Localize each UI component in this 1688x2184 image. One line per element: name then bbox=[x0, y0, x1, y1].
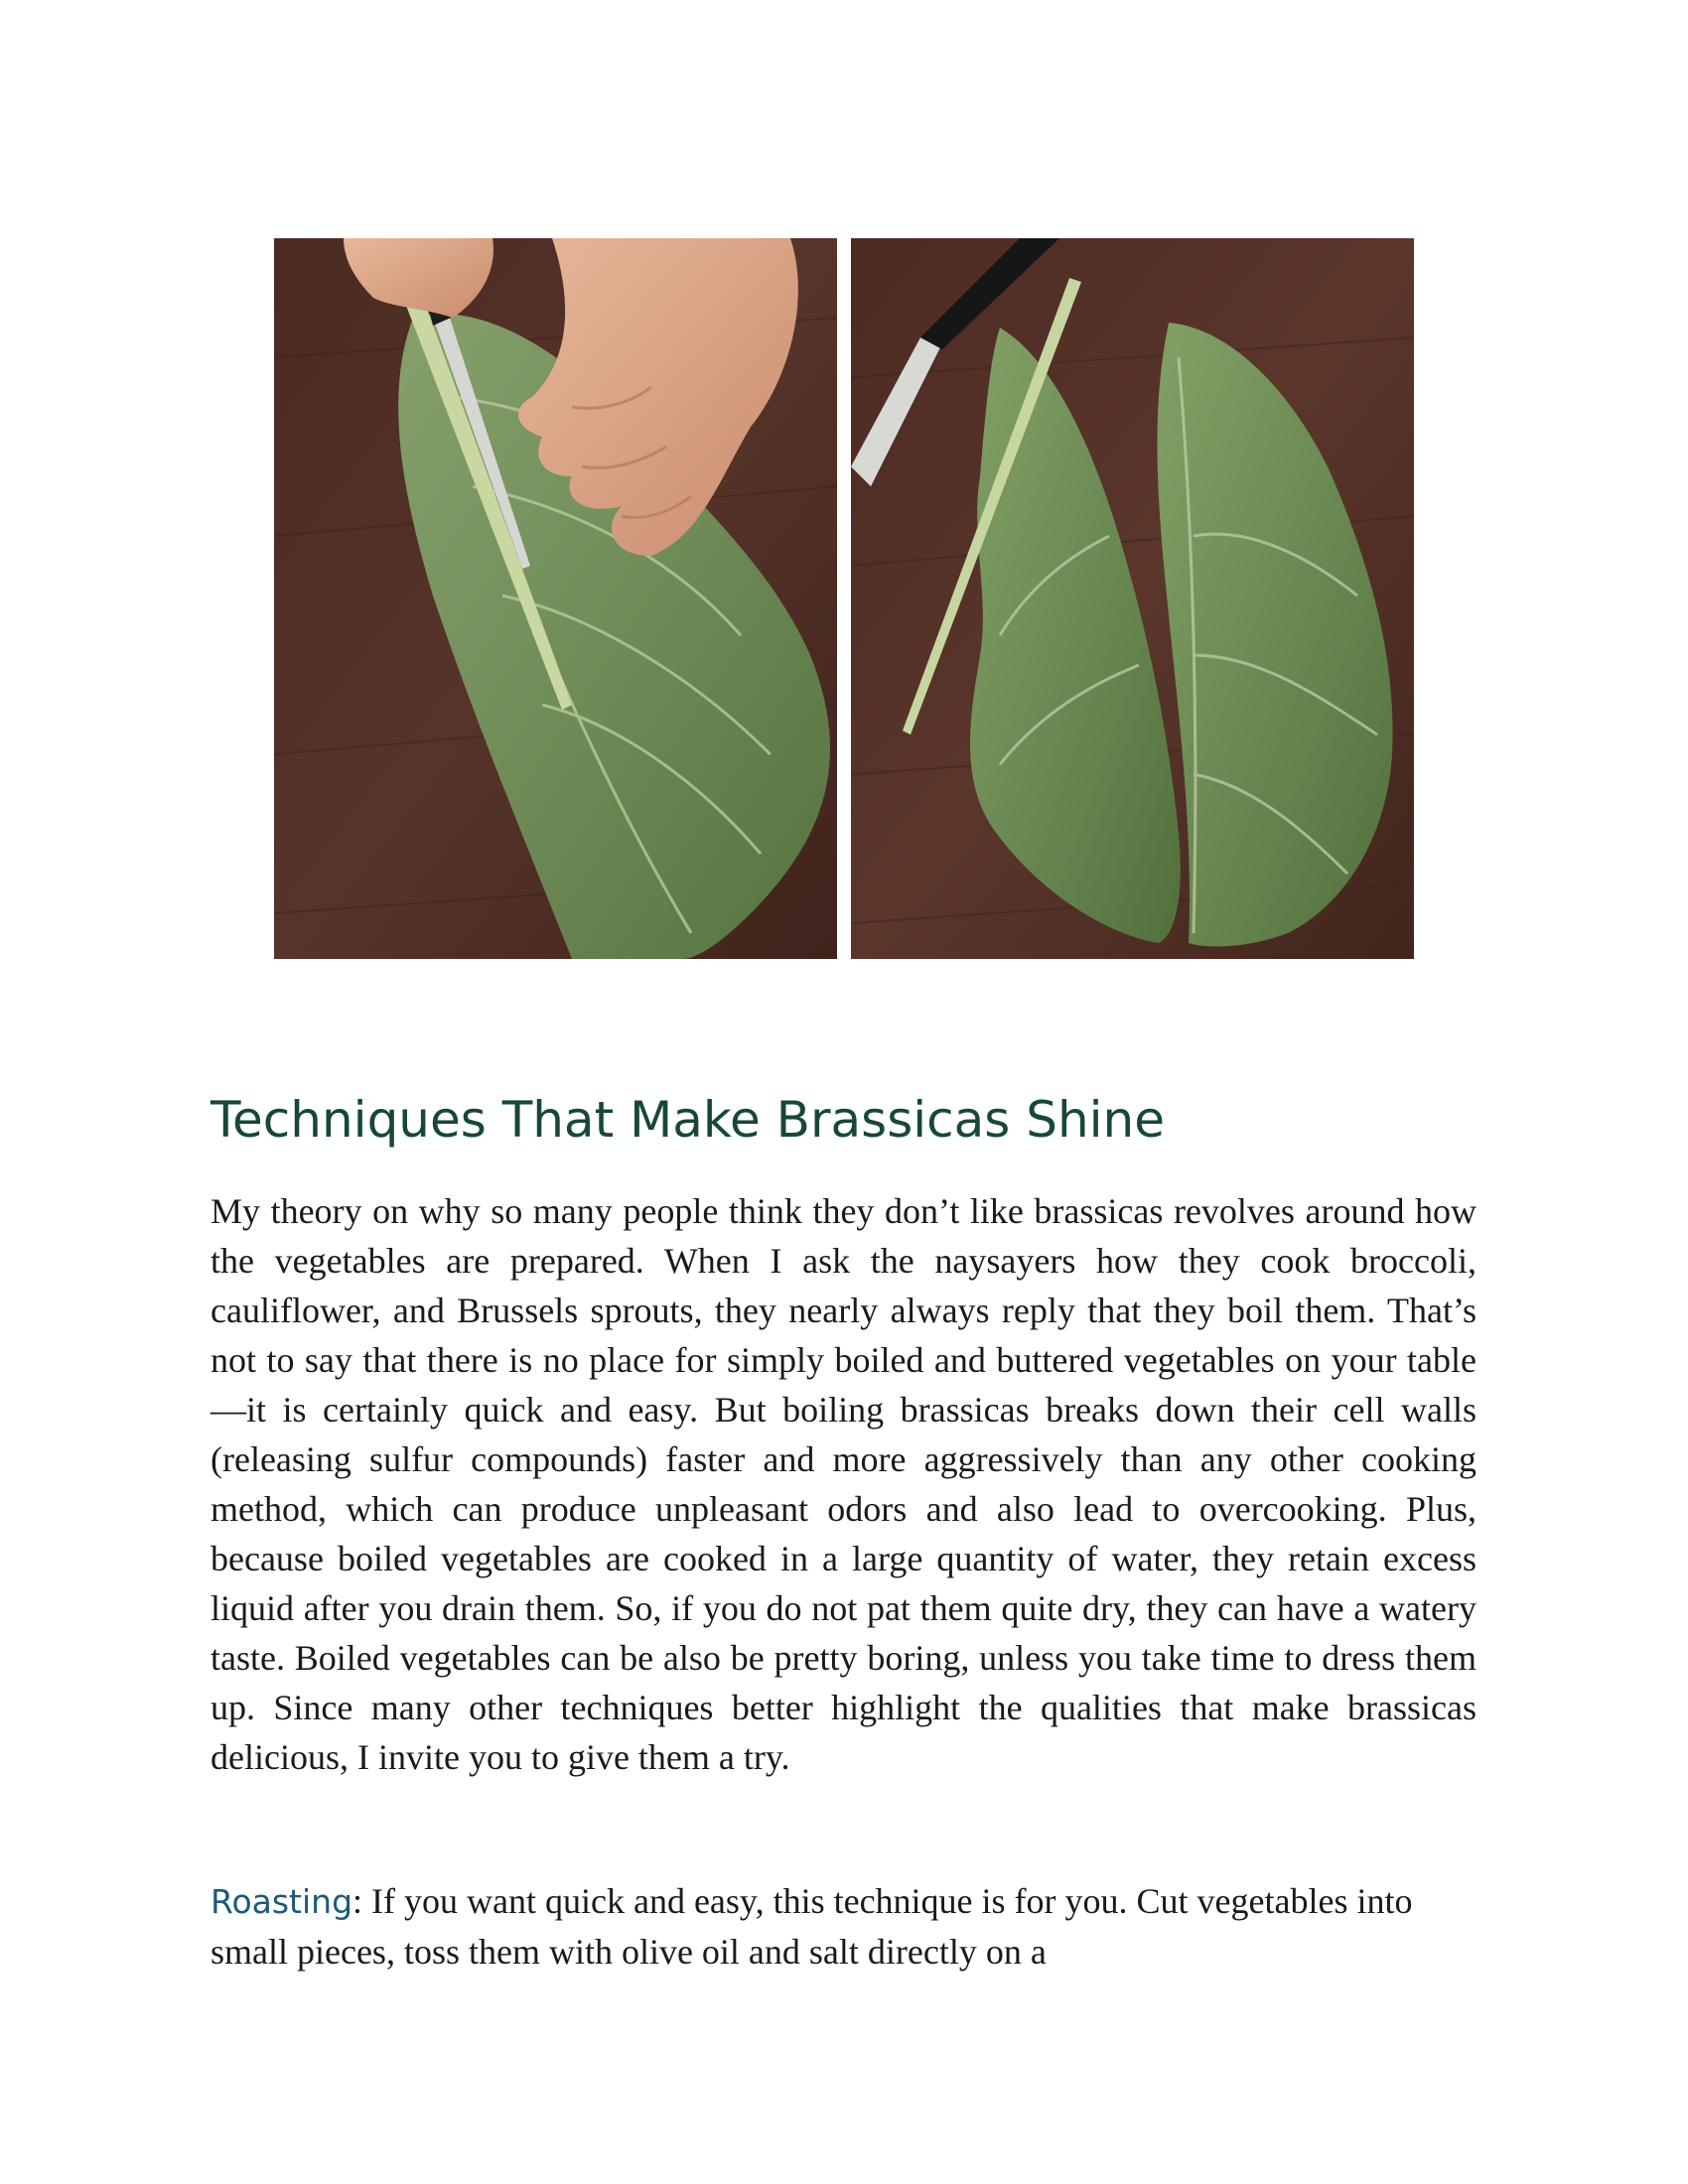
roasting-text: : If you want quick and easy, this technique is for you. Cut vegetables into small pieces, toss them with olive oil and salt directly on a bbox=[211, 1881, 1413, 1972]
section-heading: Techniques That Make Brassicas Shine bbox=[211, 1091, 1166, 1149]
photo-stem-removed bbox=[851, 238, 1414, 959]
photo-pair bbox=[274, 238, 1414, 959]
intro-paragraph: My theory on why so many people think they don’t like brassicas revolves around how the vegetables are prepared. When I ask the naysayers how they cook broccoli, cauliflower, and Brussels sprouts, they nearly always reply that they boil them. That’s not to say that there is no place for simply boiled and buttered vegetables on your table—it is certainly quick and easy. But boiling brassicas breaks down their cell walls (releasing sulfur compounds) faster and more aggressively than any other cooking method, which can produce unpleasant odors and also lead to overcooking. Plus, because boiled vegetables are cooked in a large quantity of water, they retain excess liquid after you drain them. So, if you do not pat them quite dry, they can have a watery taste. Boiled vegetables can be also be pretty boring, unless you take time to dress them up. Since many other techniques better highlight the qualities that make brassicas delicious, I invite you to give them a try. bbox=[211, 1191, 1477, 1777]
roasting-label: Roasting bbox=[211, 1882, 353, 1921]
roasting-paragraph bbox=[211, 1876, 1477, 1977]
photo-cutting-stem bbox=[274, 238, 837, 959]
